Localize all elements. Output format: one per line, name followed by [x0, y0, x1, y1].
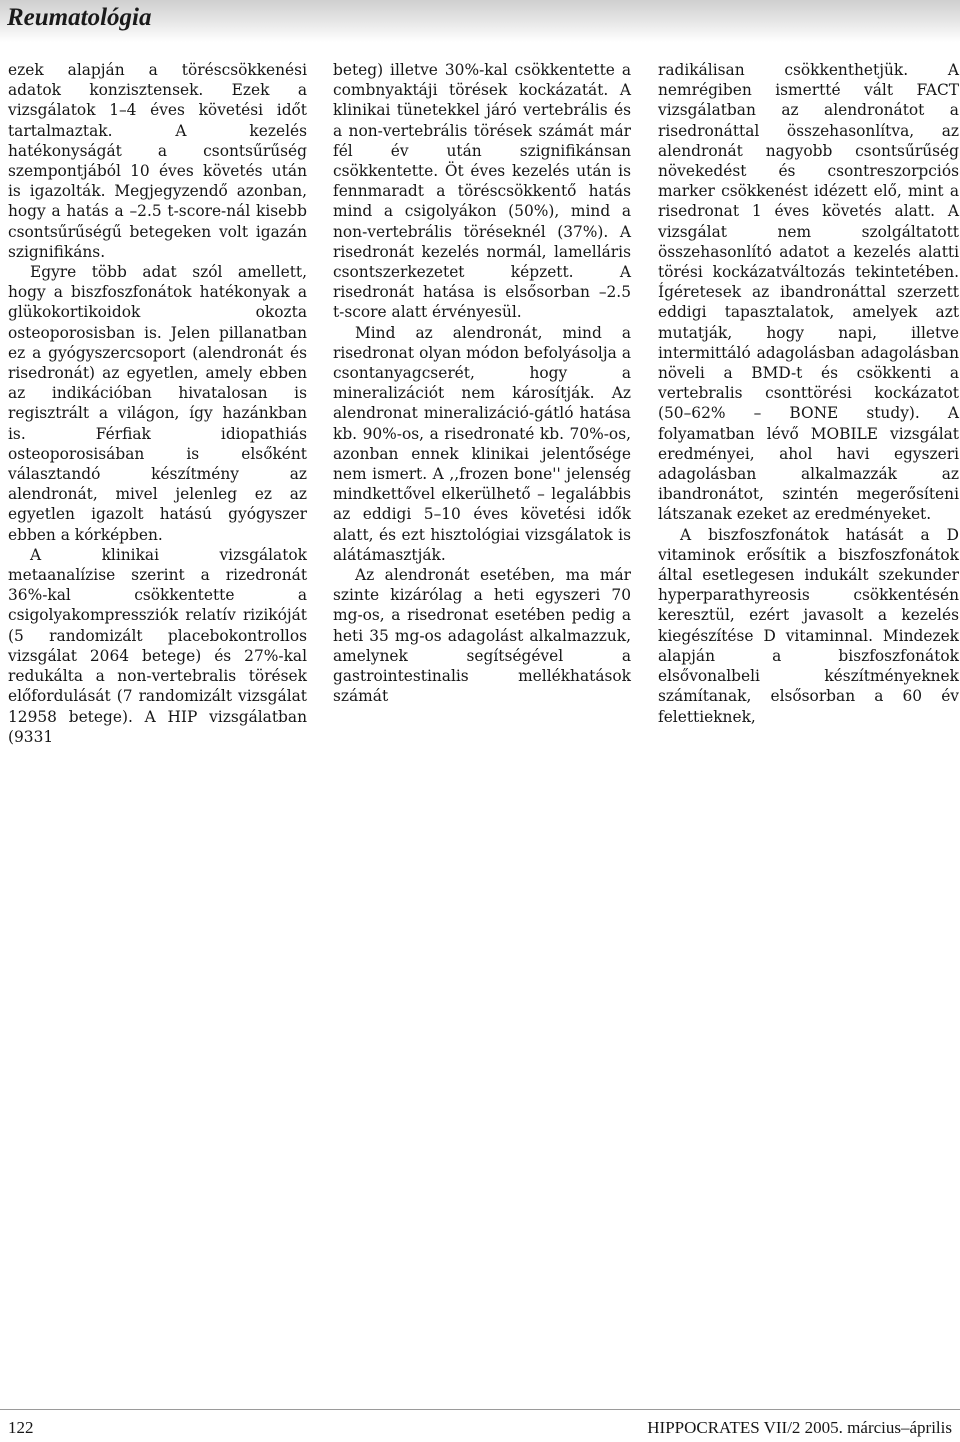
text-column-3 — [658, 60, 959, 727]
page-header — [0, 0, 960, 42]
paragraph: Egyre több adat szól amellett, hogy a biszfoszfonátok hatékonyak a glükokortikoidok okozta osteoporosisban is. Jelen pillanatban ez a gyógyszercsoport (alendronát és risedronát) az egyetlen, amely ebben az indikációban hivatalosan is regisztrált a világon, így hazánkban is. Férfiak idiopathiás osteoporosisában is elsőként választandó készítmény az alendronát, mivel jelenleg ez az egyetlen igazolt hatású gyógyszer ebben a kórképben. — [8, 263, 307, 544]
footer-divider — [0, 1409, 960, 1410]
text-column-1 — [8, 60, 307, 747]
section-title: Reumatológia — [7, 4, 152, 31]
paragraph: Az alendronát esetében, ma már szinte kizárólag a heti egyszeri 70 mg-os, a risedronat esetében pedig a heti 35 mg-os adagolást alkalmazzuk, amelynek segítségével a gastrointestinalis mellékhatások számát — [333, 566, 631, 706]
journal-citation: HIPPOCRATES VII/2 2005. március–április — [647, 1418, 952, 1437]
page-number: 122 — [8, 1418, 34, 1437]
paragraph: beteg) illetve 30%-kal csökkentette a combnyaktáji törések kockázatát. A klinikai tünetekkel járó vertebrális és a non-vertebrális törések számát már fél év után szignifikánsan csökkentette. Öt éves kezelés után is fennmaradt a töréscsökkentő hatás mind a csigolyákon (50%), mind a non-vertebrális töréseknél (37%). A risedronát kezelés normál, lamelláris csontszerkezetet képzett. A risedronát hatása is elsősorban –2.5 t-score alatt érvényesül. — [333, 61, 631, 322]
text-column-2 — [333, 60, 631, 707]
paragraph: A biszfoszfonátok hatását a D vitaminok erősítik a biszfoszfonátok által esetlegesen indukált szekunder hyperparathyreosis csökkentésén keresztül, ezért javasolt a kezelés kiegészítése D vitaminnal. Mindezek alapján a biszfoszfonátok elsővonalbeli készítményeknek számítanak, elsősorban a 60 év felettieknek, — [658, 525, 959, 726]
paragraph: Mind az alendronát, mind a risedronat olyan módon befolyásolja a csontanyagcserét, hogy a mineralizációt nem károsítják. Az alendronat mineralizáció-gátló hatása kb. 90%-os, a risedronaté kb. 70%-os, azonban ennek klinikai jelentősége nem ismert. A ,,frozen bone'' jelenség mindkettővel elkerülhető – legalábbis az eddigi 5–10 éves követési idők alatt, és ezt hisztológiai vizsgálatok is alátámasztják. — [333, 323, 631, 564]
paragraph: ezek alapján a töréscsökkenési adatok konzisztensek. Ezek a vizsgálatok 1–4 éves követési időt tartalmaztak. A kezelés hatékonyságát a csontsűrűség szempontjából 10 éves követés után is igazolták. Megjegyzendő azonban, hogy a hatás a –2.5 t-score-nál kisebb csontsűrűségű betegeken volt igazán szignifikáns. — [8, 61, 307, 261]
paragraph: radikálisan csökkenthetjük. A nemrégiben ismertté vált FACT vizsgálatban az alendronátot a risedronáttal összehasonlítva, az alendronát nagyobb csontsűrűség növekedést és csontreszorpciós marker csökkenést idézett elő, mint a risedronat 1 éves követés alatt. A vizsgálat nem szolgáltatott összehasonlító adatot a kezelés alatti törési kockázatváltozás tekintetében. Ígéretesek az ibandronáttal szerzett eddigi tapasztalatok, amelyek azt mutatják, hogy napi, illetve intermittáló adagolásban adagolásban növeli a BMD-t és csökkenti a vertebralis csonttörési kockázatot (50–62% – BONE study). A folyamatban lévő MOBILE vizsgálat eredményei, ahol havi egyszeri adagolásban alkalmazzák az ibandronátot, szintén megerősíteni látszanak ezeket az eredményeket. — [658, 61, 959, 524]
paragraph: A klinikai vizsgálatok metaanalízise szerint a rizedronát 36%-kal csökkentette a csigolyakompressziók relatív rizikóját (5 randomizált placebokontrollos vizsgálat 2064 betege) és 27%-kal redukálta a non-vertebralis törések előfordulását (7 randomizált vizsgálat 12958 betege). A HIP vizsgálatban (9331 — [8, 545, 307, 746]
